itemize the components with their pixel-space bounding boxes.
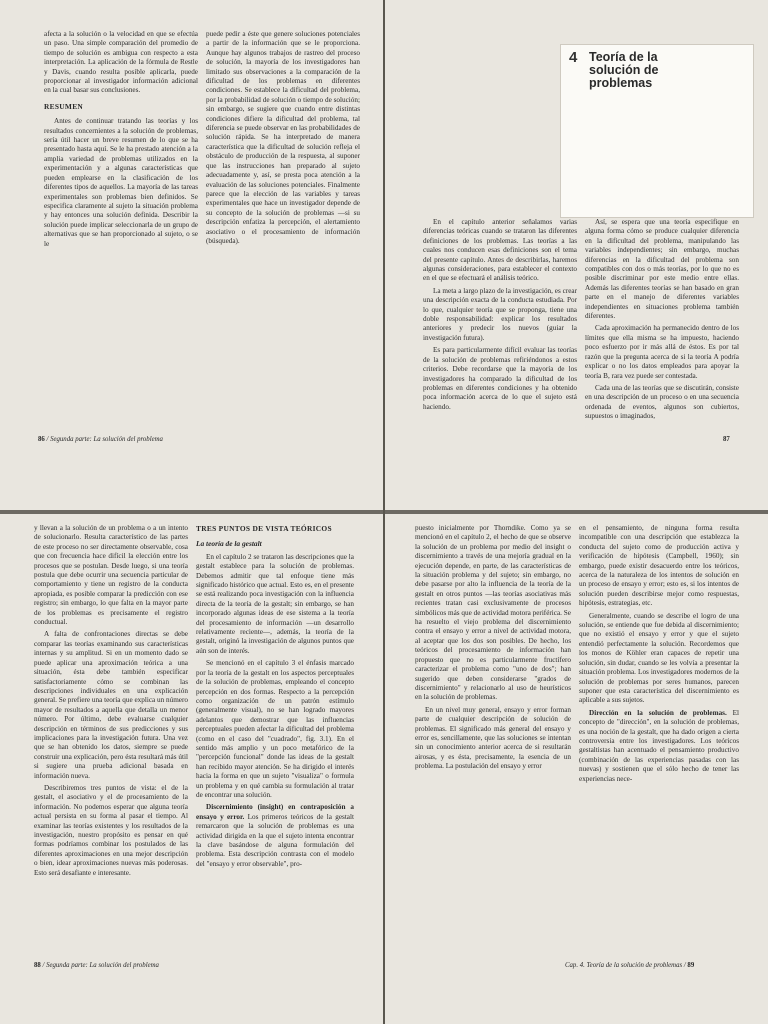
page-89-right-column xyxy=(579,524,739,964)
inline-subheading-direccion: Dirección en la solución de problemas. xyxy=(589,708,727,717)
paragraph-text: El concepto de "dirección", en la solución de problemas, es una noción de la gestalt, que ha dado origen a cierta controversia entre los investigadores. Los teóricos gestaltistas han acentuado el pensamiento productivo (combinación de las experiencias pasadas con las nuevas) y sostienen que el sólo hecho de tener las experiencias nece- xyxy=(579,708,739,783)
page-87-right-column xyxy=(585,218,739,432)
paragraph: Antes de continuar tratando las teorías y los resultados concernientes a la solución de problemas, sería útil hacer un breve resumen de lo que se ha presentado hasta aquí. Se le ha prestado atención a la amplia variedad de problemas utilizados en la experimentación y a algunas características que pueden emplearse en la clasificación de los diferentes tipos de aquellos. La mayoría de las tareas experimentales son problemas bien definidos. Se especifica claramente al sujeto la situación problema y hay entonces una solución definida. Describir la solución puede implicar seleccionarla de un grupo de alternativas que se han proporcionado al sujeto, o se le xyxy=(44,117,198,248)
paragraph-text: Los primeros teóricos de la gestalt remarcaron que la solución de problemas es una actividad dirigida en la que el sujeto intenta encontrar la clave basándose de alguna formulación del problema. Esta descripción contrasta con el modelo del "ensayo y error observable", pro- xyxy=(196,812,354,868)
chapter-title-line-2: solución de xyxy=(589,63,659,77)
page-89-left-column xyxy=(415,524,571,964)
paragraph: Se mencionó en el capítulo 3 el énfasis marcado por la teoría de la gestalt en los aspectos perceptuales de la solución de problemas, empleando el concepto percepción en dos formas. Respecto a la percepción como organización de un patrón estímulo (generalmente visual), no se han logrado mayores adelantos que demostrar que las influencias perceptuales pueden afectar la dificultad del problema (como en el caso del "cuadrado", fig. 3.1). En el sentido más amplio y un poco metafórico de la "percepción funcional" donde las ideas de la gestalt han recibido mayor atención. Se ha dirigido el interés hacia la forma en que un sujeto "visualiza" o formula un problema y en qué cambia su formulación al tratar de encontrar una solución. xyxy=(196,659,354,799)
paragraph xyxy=(579,709,739,784)
paragraph: Así, se espera que una teoría especifique en alguna forma cómo se produce cualquier diferencia en la dificultad del problema, manipulando las variables independientes; sin embargo, muchas diferencias en la dificultad del problema son compatibles con dos o más teorías, por lo que no es posible discriminar por este medio entre ellas. Además las diferentes teorías se han basado en gran parte en el manejo de diferentes variables independientes en situaciones problema también diferentes. xyxy=(585,218,739,321)
paragraph: y llevan a la solución de un problema o a un intento de solucionarlo. Resulta característico de las partes de este proceso no ser directamente observable, cosa que con frecuencia hace difícil la elección entre los procesos que se postulan. Desde luego, si una teoría postula que debe ocurrir una secuencia particular de comportamiento y tiene un registro de la conducta apropiada, es posible comparar la predicción con ese registro; sin embargo, lo que falta en la mayor parte de los problemas es precisamente el registro conductual. xyxy=(34,524,188,627)
page-number: 87 xyxy=(723,436,730,443)
page-87 xyxy=(385,0,768,510)
page-86-footer xyxy=(38,436,163,443)
page-88-right-column xyxy=(196,524,354,964)
paragraph: afecta a la solución o la velocidad en que se efectúa un paso. Una simple comparación del promedio de tiempo de solución es ambigua con respecto a esta interpretación. La aplicación de la fórmula de Restle y Davis, cuando resulta posible aplicarla, puede proporcionar al investigador información adicional en la cual basar sus conclusiones. xyxy=(44,30,198,95)
paragraph: puesto inicialmente por Thorndike. Como ya se mencionó en el capítulo 2, el hecho de que se observe la solución de un problema por medio del insight o discernimiento a través de una mejoría gradual en la ejecución depende, en parte, de las características de la situación problema y del sujeto; sin embargo, no debe pasarse por alto la influencia de la teoría de la gestalt en otros puntos —las teorías asociativas más recientes tratan casi exclusivamente de procesos simbólicos más que de actividad motora periférica. Se ha resuelto el viejo problema del discernimiento contra el ensayo y error a nivel de actividad motora, al aceptar que los dos son posibles. De hecho, los teóricos del procesamiento de información han propuesto que no es particularmente fructífero caracterizar el problema como "uno de dos"; han sugerido que deben considerarse "grados de discernimiento" y relacionarlo al uso de heurísticos en la solución de problemas. xyxy=(415,524,571,702)
page-87-left-column xyxy=(423,218,577,432)
page-number: 86 xyxy=(38,436,45,443)
page-number: 88 xyxy=(34,962,41,969)
paragraph: en el pensamiento, de ninguna forma resulta incompatible con una descripción que establezca la conducta del sujeto como de producción activa y verificación de hipótesis (Campbell, 1960); sin embargo, puede existir desacuerdo entre los teóricos, acerca de la naturaleza de los intentos de solución en un proceso de ensayo y error; esto es, si los intentos de solución pueden describirse mejor como respuestas, hipótesis, estrategias, etc. xyxy=(579,524,739,608)
footer-separator: / xyxy=(42,962,47,969)
section-heading-tres-puntos: TRES PUNTOS DE VISTA TEÓRICOS xyxy=(196,524,332,533)
page-87-footer xyxy=(723,436,730,443)
running-footer: Segunda parte: La solución del problema xyxy=(50,436,163,443)
paragraph: En el capítulo 2 se trataron las descripciones que la gestalt establece para la solución de problemas. Debemos admitir que tal enfoque tiene más significado histórico que actual. Esto es, en el presente se está realizando poca investigación con la influencia directa de la teoría de la gestalt; sin embargo, se han incorporado algunas ideas de ese sistema a la teoría del procesamiento de información —un desarrollo relativamente reciente—, además, la teoría de la gestalt, originó la investigación de algunos puntos que aún son de interés. xyxy=(196,552,354,655)
chapter-title xyxy=(589,51,658,90)
page-89-footer xyxy=(565,962,694,969)
page-number: 89 xyxy=(687,962,695,969)
chapter-title-box xyxy=(560,44,754,218)
chapter-number: 4 xyxy=(569,49,578,66)
paragraph: puede pedir a éste que genere soluciones potenciales a partir de la información que se le proporciona. Aunque hay algunos trabajos de rastreo del proceso de solución, la mayoría de los investigadores han limitado sus observaciones a la comparación de la dificultad de los problemas en diferentes condiciones. Se establece la dificultad del problema, por la probabilidad de solución o tiempo de solución; sin embargo, se sugiere que cuando entre distintas condiciones difiere la dificultad del problema, tal diferencia se puede observar en las probabilidades de solución rápida. Se ha interpretado de manera característica que la dificultad de solución refleja el obstáculo de producción de la respuesta, al suponer que las instrucciones han preparado al sujeto adecuadamente y, así, se presta poca atención a la evaluación de las soluciones potenciales. Finalmente parece que la elección de las variables y tareas experimentales que hace un investigador depende de su concepto de la solución de problemas —si su descripción enfatiza la percepción, el alertamiento asociativo o el procesamiento de información (búsqueda). xyxy=(206,30,360,245)
footer-separator: / xyxy=(683,962,688,969)
page-86 xyxy=(0,0,383,510)
paragraph: Es para particularmente difícil evaluar las teorías de la solución de problemas refiriéndonos a estos criterios. Debe recordarse que la mayoría de los investigadores ha comparado la dificultad de los problemas en diferentes condiciones y ha obtenido poca información acerca de lo que el sujeto está haciendo. xyxy=(423,346,577,411)
paragraph xyxy=(196,803,354,869)
page-86-right-column xyxy=(206,30,360,330)
paragraph: Cada aproximación ha permanecido dentro de los límites que ella misma se ha impuesto, haciendo poco esfuerzo por ir más allá de éstos. Es por tal razón que la pregunta acerca de si la teoría A podría explicar o no los datos empleados para apoyar la teoría B, rara vez puede ser contestada. xyxy=(585,324,739,380)
section-heading-resumen: RESUMEN xyxy=(44,101,84,111)
page-88-footer xyxy=(34,962,159,969)
paragraph: Describiremos tres puntos de vista: el de la gestalt, el asociativo y el de procesamiento de la información. No podemos esperar que alguna teoría actual persista en su forma al pasar el tiempo. Al examinar las teorías existentes y los resultados de la investigación, nuestro propósito es pensar en qué formas podríamos combinar los postulados de las diferentes aproximaciones en una mejor descripción o bien, idear aproximaciones nuevas más poderosas. Esto será desafiante e interesante. xyxy=(34,783,188,877)
page-88-left-column xyxy=(34,524,188,964)
inline-subheading-insight: Discernimiento (insight) en contraposición a ensayo y error. xyxy=(196,803,354,821)
paragraph: Generalmente, cuando se describe el logro de una solución, se entiende que fue debida al discernimiento; que no existió el ensayo y error y que el sujeto entendió perfectamente la solución. Recordemos que los monos de Köhler eran capaces de repetir una solución, sin dudar, cuando se les volvía a presentar la situación problema. Los investigadores modernos de la solución de problemas por seres humanos, parecen suponer que esta característica del discernimiento es aplicable a sus sujetos. xyxy=(579,611,739,705)
chapter-title-line-1: Teoría de la xyxy=(589,50,658,64)
paragraph: Cada una de las teorías que se discutirán, consiste en una descripción de un proceso o en una secuencia ordenada de eventos, algunos son cubiertos, supuestos o imaginados, xyxy=(585,383,739,421)
page-89 xyxy=(385,514,768,1024)
paragraph: En el capítulo anterior señalamos varias diferencias teóricas cuando se trataron las diferentes definiciones de los problemas. Las teorías a las cuales nos conducen esas definiciones son el tema del presente capítulo. Antes de describirlas, haremos algunas consideraciones, para establecer el contexto en el que se efectuará el análisis teórico. xyxy=(423,218,577,283)
page-88 xyxy=(0,514,383,1024)
subheading-gestalt: La teoría de la gestalt xyxy=(196,539,262,549)
paragraph: La meta a largo plazo de la investigación, es crear una descripción exacta de la conducta estudiada. Por lo que, cualquier teoría que se proponga, tiene una doble responsabilidad: explicar los resultados anteriores y predecir los nuevos (guiar la investigación futura). xyxy=(423,286,577,342)
paragraph: A falta de confrontaciones directas se debe comparar las teorías examinando sus características internas y su amplitud. Si en un momento dado se puede aplicar una aproximación teórica a una situación, ésta debe también especificar satisfactoriamente cómo se combinan las descripciones individuales en una explicación general. Se prefiere una teoría que explica un número mayor de resultados a aquella que detalla un menor número. Por último, debe evaluarse cualquier descripción en términos de sus predicciones y sus implicaciones para la investigación futura. Una vez que se han obtenido los datos, siempre se puede construir una explicación, pero ésta resultará más útil si sugiere una prueba adicional basada en información nueva. xyxy=(34,630,188,780)
footer-separator: / xyxy=(46,436,51,443)
running-footer: Segunda parte: La solución del problema xyxy=(46,962,159,969)
running-footer: Cap. 4. Teoría de la solución de problemas xyxy=(565,962,683,969)
paragraph: En un nivel muy general, ensayo y error forman parte de cualquier descripción de solución de problemas. El significado más general del ensayo y error es, sencillamente, que las soluciones se intentan sin un conocimiento anterior acerca de si resultarán airosas, y es ésta, precisamente, la esencia de un problema. La postulación del ensayo y error xyxy=(415,705,571,771)
page-86-left-column xyxy=(44,30,198,330)
chapter-title-line-3: problemas xyxy=(589,76,653,90)
book-spine xyxy=(383,0,385,1024)
